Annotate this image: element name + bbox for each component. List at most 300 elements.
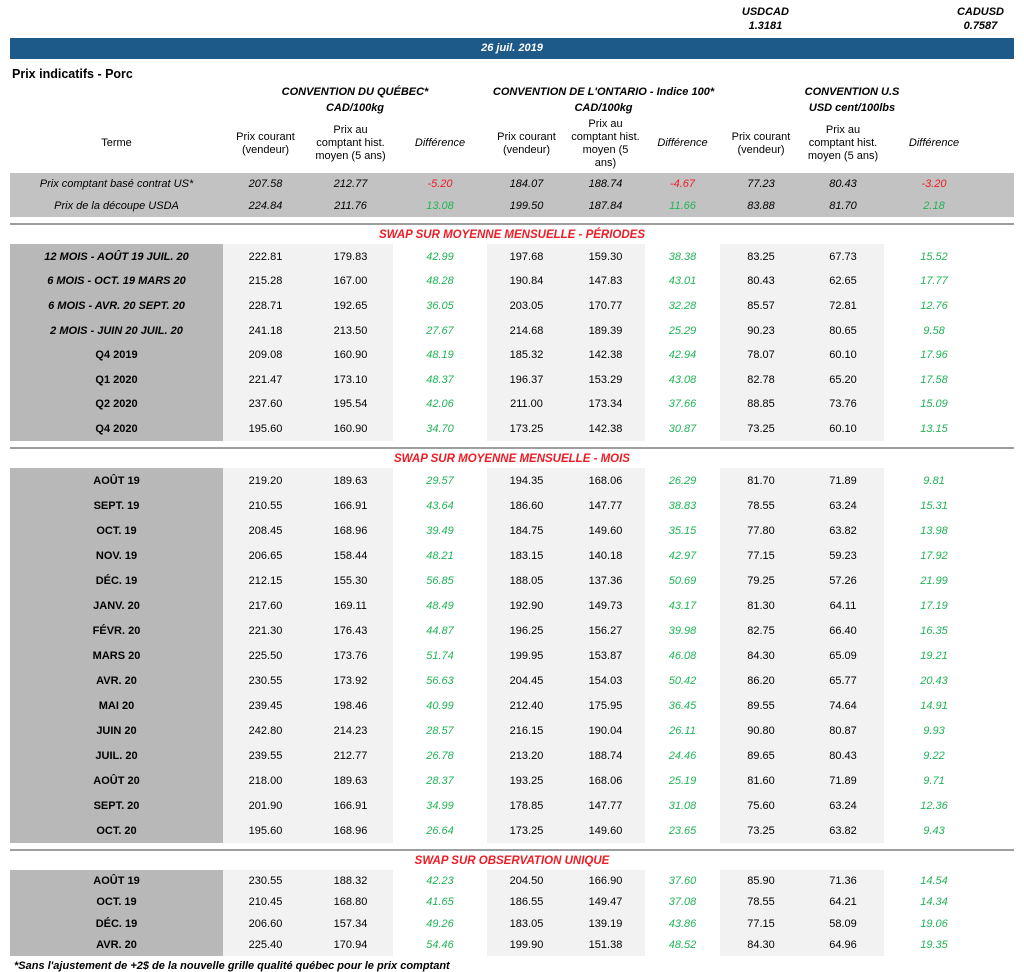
value-cell: 155.30 [308,568,393,593]
value-cell: 71.89 [802,768,884,793]
quebec-unit: CAD/100kg [325,101,385,114]
difference-cell: 43.01 [668,275,697,288]
table-row [10,543,1014,568]
difference-cell: 34.99 [426,799,454,812]
value-cell: 194.35 [487,468,566,493]
difference-cell: 19.35 [920,939,948,952]
terme-cell: 2 MOIS - JUIN 20 JUIL. 20 [10,318,223,343]
ontario-unit: CAD/100kg [574,101,633,114]
value-cell: 166.90 [566,870,645,892]
value-cell: 195.54 [308,392,393,417]
difference-cell: 20.43 [920,674,948,687]
difference-cell: 36.05 [426,299,454,312]
value-cell: 160.90 [308,417,393,442]
difference-cell: 9.58 [923,324,945,337]
value-cell: 212.77 [333,178,368,191]
difference-cell: 48.52 [668,939,697,952]
difference-cell: 31.08 [668,799,697,812]
value-cell: 190.84 [487,269,566,294]
difference-cell: 12.36 [920,799,948,812]
value-cell: 65.77 [802,668,884,693]
value-cell: 225.50 [223,643,308,668]
table-row [10,768,1014,793]
difference-cell: 15.09 [920,398,948,411]
table-row [10,668,1014,693]
value-cell: 167.00 [308,269,393,294]
value-cell: 242.80 [223,718,308,743]
table-row [10,818,1014,843]
terme-cell: Q1 2020 [10,367,223,392]
value-cell: 80.65 [802,318,884,343]
difference-cell: 49.26 [426,917,454,930]
value-cell: 209.08 [223,343,308,368]
value-cell: 139.19 [566,913,645,935]
difference-cell: 26.78 [426,749,454,762]
difference-cell: 23.65 [668,824,697,837]
value-cell: 186.60 [487,493,566,518]
value-cell: 222.81 [223,244,308,269]
difference-cell: 48.28 [426,275,454,288]
footnote: *Sans l'ajustement de +2$ de la nouvelle grille qualité québec pour le prix comptant [14,960,450,972]
value-cell: 196.37 [487,367,566,392]
value-cell: 63.82 [802,818,884,843]
value-cell: 89.55 [720,693,802,718]
value-cell: 211.00 [487,392,566,417]
difference-cell: 42.06 [426,398,454,411]
section-title: SWAP SUR MOYENNE MENSUELLE - PÉRIODES [10,223,1014,244]
value-cell: 57.26 [802,568,884,593]
column-headers-row [10,115,1014,174]
value-cell: 195.60 [223,818,308,843]
value-cell: 210.55 [223,493,308,518]
table-row [10,718,1014,743]
value-cell: 149.60 [566,518,645,543]
terme-cell: MARS 20 [10,643,223,668]
us-prix-comptant-header: Prix au comptant hist. moyen (5 ans) [807,124,879,163]
value-cell: 214.68 [487,318,566,343]
table-row [10,343,1014,368]
value-cell: 156.27 [566,618,645,643]
value-cell: 71.89 [802,468,884,493]
value-cell: 166.91 [308,493,393,518]
difference-cell: 13.98 [920,524,948,537]
convention-us-title: CONVENTION U.S [804,85,900,98]
value-cell: 175.95 [566,693,645,718]
difference-cell: 56.63 [426,674,454,687]
terme-cell: AVR. 20 [10,668,223,693]
difference-cell: 13.08 [426,200,454,213]
difference-cell: 37.66 [668,398,697,411]
value-cell: 158.44 [308,543,393,568]
value-cell: 58.09 [802,913,884,935]
difference-cell: 17.77 [920,275,948,288]
value-cell: 147.77 [566,793,645,818]
difference-cell: 9.22 [923,749,945,762]
page-title: Prix indicatifs - Porc [12,66,133,81]
value-cell: 73.25 [720,417,802,442]
difference-cell: 26.29 [668,474,697,487]
terme-cell: NOV. 19 [10,543,223,568]
value-cell: 147.77 [566,493,645,518]
value-cell: 188.74 [588,178,623,191]
cadusd-rate [957,5,1004,34]
difference-cell: 44.87 [426,624,454,637]
value-cell: 199.90 [487,935,566,957]
value-cell: 188.32 [308,870,393,892]
value-cell: 178.85 [487,793,566,818]
value-cell: 66.40 [802,618,884,643]
value-cell: 239.45 [223,693,308,718]
difference-cell: 17.19 [920,599,948,612]
value-cell: 142.38 [566,417,645,442]
value-cell: 201.90 [223,793,308,818]
difference-cell: 48.19 [426,349,454,362]
value-cell: 169.11 [308,593,393,618]
value-cell: 190.04 [566,718,645,743]
value-cell: 149.47 [566,892,645,914]
terme-cell: AOÛT 19 [10,870,223,892]
value-cell: 217.60 [223,593,308,618]
terme-cell: SEPT. 19 [10,493,223,518]
terme-cell: Q2 2020 [10,392,223,417]
difference-cell: 25.19 [668,774,697,787]
value-cell: 149.60 [566,818,645,843]
value-cell: 230.55 [223,870,308,892]
value-cell: 78.55 [720,892,802,914]
terme-cell: DÉC. 19 [10,913,223,935]
difference-cell: 54.46 [426,939,454,952]
difference-cell: 50.69 [668,574,697,587]
value-cell: 72.81 [802,294,884,319]
value-cell: 216.15 [487,718,566,743]
value-cell: 151.38 [566,935,645,957]
value-cell: 206.60 [223,913,308,935]
value-cell: 80.43 [720,269,802,294]
table-row [10,593,1014,618]
value-cell: 183.05 [487,913,566,935]
table-row [10,318,1014,343]
table-row [10,892,1014,914]
value-cell: 74.64 [802,693,884,718]
value-cell: 189.39 [566,318,645,343]
difference-cell: 39.49 [426,524,454,537]
value-cell: 170.77 [566,294,645,319]
value-cell: 168.06 [566,468,645,493]
difference-cell: 43.64 [426,499,454,512]
value-cell: 192.90 [487,593,566,618]
table-row [10,173,1014,195]
value-cell: 219.20 [223,468,308,493]
table-row [10,913,1014,935]
value-cell: 60.10 [802,343,884,368]
value-cell: 230.55 [223,668,308,693]
table-row [10,568,1014,593]
value-cell: 89.65 [720,743,802,768]
table-row [10,518,1014,543]
difference-cell: 48.49 [426,599,454,612]
value-cell: 153.29 [566,367,645,392]
difference-cell: 35.15 [668,524,697,537]
value-cell: 168.80 [308,892,393,914]
value-cell: 212.15 [223,568,308,593]
value-cell: 62.65 [802,269,884,294]
value-cell: 189.63 [308,768,393,793]
value-cell: 64.11 [802,593,884,618]
value-cell: 228.71 [223,294,308,319]
value-cell: 137.36 [566,568,645,593]
terme-cell: SEPT. 20 [10,793,223,818]
difference-cell: 43.08 [668,373,697,386]
on-prix-comptant-header: Prix au comptant hist. moyen (5 ans) [571,117,640,169]
difference-cell: 9.71 [923,774,945,787]
difference-cell: 39.98 [668,624,697,637]
terme-cell: Prix comptant basé contrat US* [39,178,194,191]
value-cell: 149.73 [566,593,645,618]
value-cell: 63.24 [802,493,884,518]
difference-cell: 2.18 [923,200,945,213]
value-cell: 183.15 [487,543,566,568]
value-cell: 77.23 [747,178,775,191]
difference-cell: 9.81 [923,474,945,487]
value-cell: 168.06 [566,768,645,793]
value-cell: 147.83 [566,269,645,294]
table-row [10,935,1014,957]
value-cell: 88.85 [720,392,802,417]
difference-cell: 17.58 [920,373,948,386]
value-cell: 80.43 [802,743,884,768]
section-title: SWAP SUR MOYENNE MENSUELLE - MOIS [10,447,1014,468]
table-row [10,195,1014,217]
value-cell: 67.73 [802,244,884,269]
value-cell: 188.74 [566,743,645,768]
value-cell: 225.40 [223,935,308,957]
value-cell: 198.46 [308,693,393,718]
table-body [10,173,1014,956]
difference-cell: 56.85 [426,574,454,587]
difference-cell: 26.11 [669,724,696,737]
value-cell: 81.70 [829,200,857,213]
difference-cell: 25.29 [668,324,697,337]
difference-cell: 40.99 [426,699,454,712]
table-row [10,392,1014,417]
terme-cell: 12 MOIS - AOÛT 19 JUIL. 20 [10,244,223,269]
us-difference-header: Différence [908,137,960,150]
value-cell: 79.25 [720,568,802,593]
value-cell: 173.76 [308,643,393,668]
value-cell: 186.55 [487,892,566,914]
table-row [10,870,1014,892]
terme-cell: Q4 2019 [10,343,223,368]
value-cell: 81.70 [720,468,802,493]
difference-cell: 32.28 [668,299,697,312]
difference-cell: 19.21 [920,649,948,662]
cadusd-label: CADUSD [956,6,1004,18]
value-cell: 63.82 [802,518,884,543]
value-cell: 84.30 [720,643,802,668]
difference-cell: 14.34 [920,896,948,909]
difference-cell: 19.06 [920,917,948,930]
table-row [10,493,1014,518]
value-cell: 199.50 [509,200,544,213]
value-cell: 214.23 [308,718,393,743]
value-cell: 157.34 [308,913,393,935]
terme-cell: MAI 20 [10,693,223,718]
us-prix-courant-header: Prix courant (vendeur) [731,130,791,156]
difference-cell: 15.31 [920,499,948,512]
difference-cell: 42.23 [426,874,454,887]
value-cell: 65.09 [802,643,884,668]
difference-cell: 13.15 [920,422,948,435]
value-cell: 188.05 [487,568,566,593]
value-cell: 75.60 [720,793,802,818]
value-cell: 84.30 [720,935,802,957]
difference-cell: 24.46 [668,749,697,762]
value-cell: 73.76 [802,392,884,417]
value-cell: 153.87 [566,643,645,668]
value-cell: 168.96 [308,818,393,843]
value-cell: 203.05 [487,294,566,319]
value-cell: 187.84 [588,200,623,213]
value-cell: 204.45 [487,668,566,693]
value-cell: 224.84 [248,200,283,213]
terme-cell: Q4 2020 [10,417,223,442]
difference-cell: 12.76 [920,299,948,312]
table-section [10,223,1014,441]
value-cell: 77.15 [720,543,802,568]
value-cell: 85.90 [720,870,802,892]
difference-cell: 15.52 [920,250,948,263]
difference-cell: 21.99 [920,574,948,587]
value-cell: 212.40 [487,693,566,718]
difference-cell: 51.74 [426,649,454,662]
value-cell: 142.38 [566,343,645,368]
value-cell: 204.50 [487,870,566,892]
value-cell: 213.50 [308,318,393,343]
terme-cell: DÉC. 19 [10,568,223,593]
difference-cell: 46.08 [668,649,697,662]
spot-rows [10,173,1014,217]
value-cell: 208.45 [223,518,308,543]
value-cell: 63.24 [802,793,884,818]
value-cell: 215.28 [223,269,308,294]
table-row [10,643,1014,668]
value-cell: 83.88 [747,200,775,213]
value-cell: 81.60 [720,768,802,793]
qc-difference-header: Différence [414,137,466,150]
value-cell: 197.68 [487,244,566,269]
difference-cell: 42.99 [426,250,454,263]
difference-cell: 38.83 [668,499,697,512]
table-row [10,468,1014,493]
difference-cell: 48.37 [426,373,454,386]
table-row [10,269,1014,294]
difference-cell: 14.91 [920,699,948,712]
difference-cell: 50.42 [668,674,697,687]
table-section [10,849,1014,956]
value-cell: 210.45 [223,892,308,914]
difference-cell: 26.64 [426,824,454,837]
difference-cell: 42.94 [668,349,697,362]
usdcad-label: USDCAD [741,6,789,18]
value-cell: 86.20 [720,668,802,693]
value-cell: 185.32 [487,343,566,368]
value-cell: 173.34 [566,392,645,417]
table-row [10,294,1014,319]
difference-cell: 37.60 [668,874,697,887]
difference-cell: 29.57 [426,474,454,487]
value-cell: 73.25 [720,818,802,843]
value-cell: 166.91 [308,793,393,818]
value-cell: 81.30 [720,593,802,618]
difference-cell: 28.37 [426,774,454,787]
value-cell: 82.75 [720,618,802,643]
value-cell: 77.15 [720,913,802,935]
value-cell: 71.36 [802,870,884,892]
qc-prix-comptant-header: Prix au comptant hist. moyen (5 ans) [315,124,386,163]
table-row [10,693,1014,718]
terme-cell: Prix de la découpe USDA [54,200,179,213]
difference-cell: -3.20 [921,178,947,191]
table-row [10,743,1014,768]
terme-cell: AOÛT 19 [10,468,223,493]
difference-cell: 48.21 [426,549,454,562]
value-cell: 59.23 [802,543,884,568]
cadusd-value: 0.7587 [963,20,998,33]
value-cell: 196.25 [487,618,566,643]
value-cell: 241.18 [223,318,308,343]
difference-cell: 9.43 [923,824,945,837]
value-cell: 184.75 [487,518,566,543]
value-cell: 159.30 [566,244,645,269]
on-difference-header: Différence [657,137,708,150]
difference-cell: 11.66 [669,200,696,213]
table-row [10,618,1014,643]
value-cell: 179.83 [308,244,393,269]
difference-cell: 17.92 [920,549,948,562]
value-cell: 211.76 [334,200,367,213]
value-cell: 237.60 [223,392,308,417]
value-cell: 77.80 [720,518,802,543]
value-cell: 170.94 [308,935,393,957]
table-row [10,793,1014,818]
report-date: 26 juil. 2019 [481,42,543,55]
value-cell: 78.55 [720,493,802,518]
terme-cell: JANV. 20 [10,593,223,618]
value-cell: 213.20 [487,743,566,768]
terme-cell: FÉVR. 20 [10,618,223,643]
usdcad-rate [742,5,789,34]
difference-cell: 43.17 [668,599,697,612]
terme-cell: OCT. 20 [10,818,223,843]
terme-cell: JUIL. 20 [10,743,223,768]
value-cell: 160.90 [308,343,393,368]
table-row [10,244,1014,269]
terme-cell: 6 MOIS - OCT. 19 MARS 20 [10,269,223,294]
difference-cell: 43.86 [668,917,697,930]
value-cell: 192.65 [308,294,393,319]
difference-cell: -4.67 [669,178,696,191]
difference-cell: 38.38 [668,250,697,263]
value-cell: 64.21 [802,892,884,914]
difference-cell: 34.70 [426,422,454,435]
value-cell: 207.58 [248,178,283,191]
value-cell: 173.25 [487,818,566,843]
table-row [10,367,1014,392]
value-cell: 154.03 [566,668,645,693]
date-banner [10,38,1014,59]
convention-quebec-title: CONVENTION DU QUÉBEC* [281,85,429,98]
value-cell: 140.18 [566,543,645,568]
